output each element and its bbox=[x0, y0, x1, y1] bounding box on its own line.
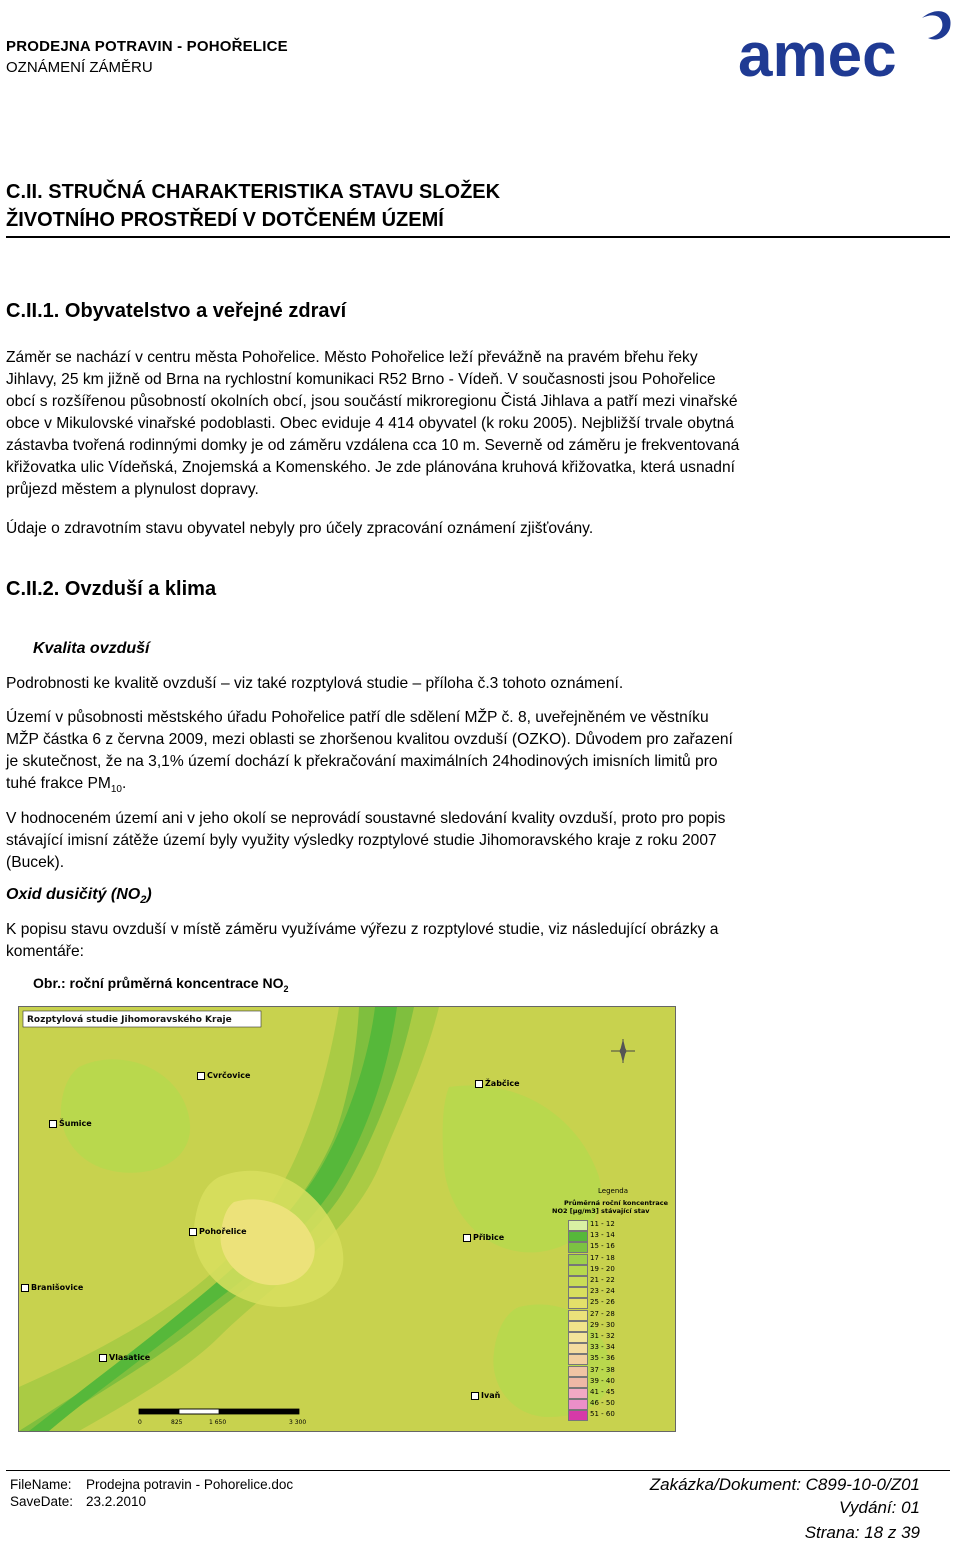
heading-no2-text: Oxid dusičitý (NO bbox=[6, 886, 141, 903]
legend-item bbox=[566, 1253, 666, 1264]
subheading-air-quality: Kvalita ovzduší bbox=[33, 640, 150, 657]
town-label: Pohořelice bbox=[199, 1227, 247, 1236]
town-marker-icon bbox=[49, 1120, 57, 1128]
legend-item bbox=[566, 1309, 666, 1320]
legend-title: Legenda bbox=[598, 1187, 629, 1195]
legend-label: 27 - 28 bbox=[590, 1309, 615, 1318]
town-branisovice bbox=[21, 1283, 83, 1292]
legend-item bbox=[566, 1387, 666, 1398]
text-line: Území v působnosti městského úřadu Pohořelice patří dle sdělení MŽP č. 8, uveřejněném ve věstníku bbox=[6, 709, 709, 726]
town-marker-icon bbox=[197, 1072, 205, 1080]
filename-value: Prodejna potravin - Pohorelice.doc bbox=[86, 1477, 294, 1492]
savedate-label: SaveDate: bbox=[10, 1494, 74, 1509]
text-line: Jihlavy, 25 km jižně od Brna na rychlostní komunikaci R52 Brno - Vídeň. V současnosti jsou Pohořelice bbox=[6, 371, 716, 388]
town-ivan bbox=[471, 1391, 500, 1400]
text-line: komentáře: bbox=[6, 943, 85, 960]
town-pribice bbox=[463, 1233, 504, 1242]
legend-label: 29 - 30 bbox=[590, 1320, 615, 1329]
legend-label: 25 - 26 bbox=[590, 1298, 615, 1307]
heading-no2 bbox=[6, 886, 152, 906]
legend-item bbox=[566, 1320, 666, 1331]
paragraph-air-details: Podrobnosti ke kvalitě ovzduší – viz také rozptylová studie – příloha č.3 tohoto oznámení. bbox=[6, 675, 624, 692]
legend-item bbox=[566, 1219, 666, 1230]
text-line: MŽP částka 6 z června 2009, mezi oblasti se zhoršenou kvalitou ovzduší (OZKO). Důvodem pro zařazení bbox=[6, 731, 733, 748]
town-marker-icon bbox=[475, 1080, 483, 1088]
legend-label: 19 - 20 bbox=[590, 1264, 615, 1273]
paragraph-ozko bbox=[6, 707, 920, 801]
town-vlasatice bbox=[99, 1353, 150, 1362]
town-marker-icon bbox=[463, 1234, 471, 1242]
savedate-value: 23.2.2010 bbox=[86, 1494, 147, 1509]
text-line: obce v Mikulovské vinařské podoblasti. Obec eviduje 4 414 obyvatel (k roku 2005). Nejbližší trvale obytná bbox=[6, 415, 735, 432]
town-marker-icon bbox=[471, 1392, 479, 1400]
issue-number: Vydání: 01 bbox=[839, 1498, 920, 1517]
paragraph-monitoring bbox=[6, 808, 920, 874]
text-line: tuhé frakce PM bbox=[6, 775, 111, 792]
legend-label: 33 - 34 bbox=[590, 1343, 615, 1352]
town-marker-icon bbox=[99, 1354, 107, 1362]
town-label: Šumice bbox=[59, 1119, 92, 1128]
section-heading-line1: C.II. STRUČNÁ CHARAKTERISTIKA STAVU SLOŽEK bbox=[6, 181, 501, 203]
text-line: (Bucek). bbox=[6, 854, 65, 871]
caption-subscript: 2 bbox=[283, 983, 289, 994]
legend-item bbox=[566, 1409, 666, 1420]
legend-item bbox=[566, 1275, 666, 1286]
legend-label: 15 - 16 bbox=[590, 1242, 615, 1251]
legend-item bbox=[566, 1264, 666, 1275]
text-end: . bbox=[122, 775, 127, 792]
text-line: obcí s rozšířenou působností okolních obcí, jsou součástí mikroregionu Čistá Jihlava a patří mezi vinařské bbox=[6, 393, 738, 410]
no2-subscript: 2 bbox=[140, 894, 147, 907]
heading-no2-end: ) bbox=[146, 886, 152, 903]
scale-label: 3 300 bbox=[289, 1419, 307, 1426]
figure-caption-text: Obr.: roční průměrná koncentrace NO bbox=[33, 975, 284, 991]
scale-label: 825 bbox=[171, 1419, 183, 1426]
page-number: Strana: 18 z 39 bbox=[804, 1523, 920, 1542]
legend-label: 46 - 50 bbox=[590, 1399, 615, 1408]
town-cvrcovice bbox=[197, 1071, 250, 1080]
order-number: Zakázka/Dokument: C899-10-0/Z01 bbox=[649, 1475, 920, 1494]
legend-subtitle-1: Průměrná roční koncentrace bbox=[564, 1199, 668, 1207]
text-line: stávající imisní zátěže území byly využity výsledky rozptylové studie Jihomoravského kraje z roku 2007 bbox=[6, 832, 717, 849]
town-label: Přibice bbox=[473, 1233, 505, 1242]
town-label: Žabčice bbox=[485, 1079, 520, 1088]
legend-item bbox=[566, 1342, 666, 1353]
text-line: křižovatka ulic Vídeňská, Znojemská a Komenského. Je zde plánována kruhová křižovatka, která usnadní bbox=[6, 459, 735, 476]
section-heading-line2: ŽIVOTNÍHO PROSTŘEDÍ V DOTČENÉM ÚZEMÍ bbox=[6, 209, 444, 231]
legend-item bbox=[566, 1297, 666, 1308]
figure-caption bbox=[33, 975, 289, 994]
legend-panel bbox=[546, 1187, 670, 1433]
town-label: Cvrčovice bbox=[207, 1071, 251, 1080]
pm-subscript: 10 bbox=[110, 784, 122, 796]
town-marker-icon bbox=[21, 1284, 29, 1292]
legend-item bbox=[566, 1230, 666, 1241]
town-label: Ivaň bbox=[481, 1391, 501, 1400]
text-line: Záměr se nachází v centru města Pohořelice. Město Pohořelice leží převážně na pravém břehu řeky bbox=[6, 349, 698, 366]
legend-swatch bbox=[568, 1410, 588, 1421]
filename-label: FileName: bbox=[10, 1477, 72, 1492]
heading-air: C.II.2. Ovzduší a klima bbox=[6, 578, 217, 600]
text-line: V hodnoceném území ani v jeho okolí se neprovádí soustavné sledování kvality ovzduší, proto pro popis bbox=[6, 810, 726, 827]
legend-item bbox=[566, 1331, 666, 1342]
divider bbox=[6, 236, 950, 238]
town-sumice bbox=[49, 1119, 92, 1128]
legend-label: 51 - 60 bbox=[590, 1410, 615, 1419]
amec-logo bbox=[736, 4, 956, 82]
legend-label: 21 - 22 bbox=[590, 1276, 615, 1284]
legend-item bbox=[566, 1286, 666, 1297]
legend-label: 23 - 24 bbox=[590, 1287, 615, 1296]
town-zabcice bbox=[475, 1079, 520, 1088]
legend-label: 39 - 40 bbox=[590, 1376, 615, 1385]
scale-label: 0 bbox=[138, 1419, 142, 1426]
paragraph-study bbox=[6, 919, 920, 963]
logo-wordmark: amec bbox=[738, 21, 897, 82]
legend-item bbox=[566, 1398, 666, 1409]
scale-label: 1 650 bbox=[209, 1419, 227, 1426]
legend-item bbox=[566, 1241, 666, 1252]
town-label: Vlasatice bbox=[109, 1353, 151, 1362]
legend-label: 37 - 38 bbox=[590, 1365, 615, 1374]
legend-label: 41 - 45 bbox=[590, 1388, 615, 1396]
text-line: průjezd městem a plynulost dopravy. bbox=[6, 481, 259, 498]
legend-label: 17 - 18 bbox=[590, 1253, 615, 1262]
town-pohorelice bbox=[189, 1227, 247, 1236]
town-label: Branišovice bbox=[31, 1283, 84, 1292]
text-line: K popisu stavu ovzduší v místě záměru využíváme výřezu z rozptylové studie, viz následující obrázky a bbox=[6, 921, 719, 938]
footer-divider bbox=[6, 1470, 950, 1471]
legend-item bbox=[566, 1353, 666, 1364]
document-subtitle: OZNÁMENÍ ZÁMĚRU bbox=[6, 59, 153, 76]
legend-subtitle-2: NO2 [µg/m3] stávající stav bbox=[552, 1207, 650, 1215]
legend-item bbox=[566, 1376, 666, 1387]
legend-item bbox=[566, 1365, 666, 1376]
document-title: PRODEJNA POTRAVIN - POHOŘELICE bbox=[6, 38, 288, 55]
legend-label: 35 - 36 bbox=[590, 1354, 615, 1363]
text-line: zástavba tvořená rodinnými domky je od záměru vzdálena cca 10 m. Severně od záměru je frekventovaná bbox=[6, 437, 740, 454]
paragraph-location bbox=[6, 347, 920, 501]
map-title: Rozptylová studie Jihomoravského Kraje bbox=[27, 1015, 232, 1025]
legend-label: 11 - 12 bbox=[590, 1220, 615, 1228]
heading-population: C.II.1. Obyvatelstvo a veřejné zdraví bbox=[6, 300, 347, 322]
town-marker-icon bbox=[189, 1228, 197, 1236]
legend-label: 13 - 14 bbox=[590, 1231, 615, 1240]
text-line: je skutečnost, že na 3,1% území dochází k překračování maximálních 24hodinových imisních limitů pro bbox=[6, 753, 718, 770]
legend-rows bbox=[566, 1219, 666, 1429]
legend-label: 31 - 32 bbox=[590, 1332, 615, 1340]
paragraph-health: Údaje o zdravotním stavu obyvatel nebyly pro účely zpracování oznámení zjišťovány. bbox=[6, 520, 594, 537]
